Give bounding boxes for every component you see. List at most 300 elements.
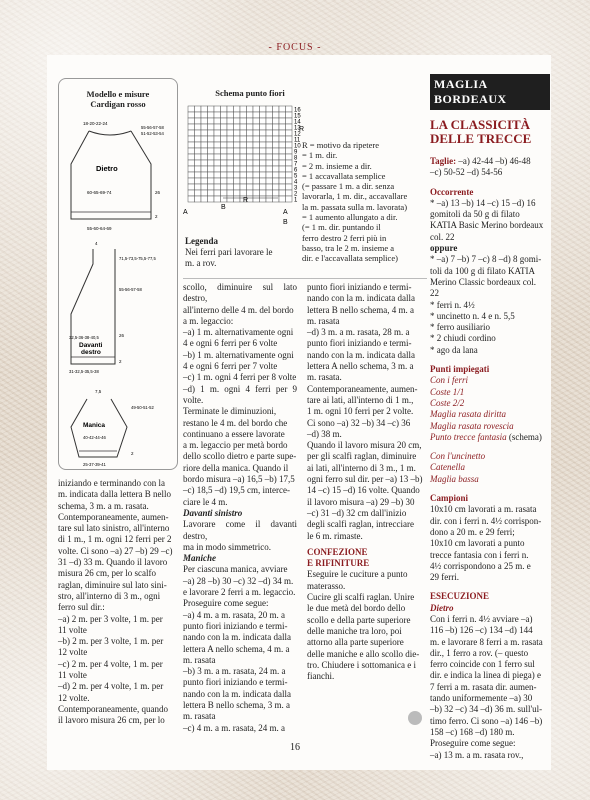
- text-line: col. 22: [430, 231, 455, 242]
- text-line: continuano a essere lavorate: [183, 428, 285, 439]
- chart-cell: [273, 136, 280, 142]
- chart-cell: [234, 106, 241, 112]
- heading-maniche: Maniche: [183, 553, 217, 564]
- chart-cell: [208, 148, 215, 154]
- chart-cell: [247, 106, 254, 112]
- chart-cell: [234, 124, 241, 130]
- front-label-2: destro: [81, 349, 101, 356]
- text-line: fianchi.: [307, 671, 335, 682]
- chart-cell: [273, 106, 280, 112]
- front-schematic: [69, 241, 156, 374]
- chart-cell: [273, 166, 280, 172]
- text-line: delle maniche e allo scollo die-: [307, 648, 420, 659]
- key-line: dir. e l'accavallata semplice): [302, 253, 398, 264]
- chart-cell: [247, 154, 254, 160]
- chart-cell: [234, 172, 241, 178]
- chart-cell: [208, 142, 215, 148]
- chart-row-number: 15: [294, 113, 301, 120]
- chart-cell: [266, 154, 273, 160]
- chart-cell: [214, 148, 221, 154]
- chart-cell: [266, 142, 273, 148]
- text-line: attorno alla parte superiore: [307, 637, 404, 648]
- chart-cell: [214, 136, 221, 142]
- text-line: –c) 18,5 –d) 19,5 cm, interce-: [183, 485, 290, 496]
- text-line: 12 volte.: [58, 692, 90, 703]
- chart-cell: [286, 196, 293, 202]
- text-line: m. e lavorare 8 ferri a m. rasata: [430, 636, 543, 647]
- chart-cell: [247, 172, 254, 178]
- chart-cell: [260, 184, 267, 190]
- chart-cell: [266, 178, 273, 184]
- chart-cell: [253, 166, 260, 172]
- chart-cell: [195, 178, 202, 184]
- sleeve-top: 7,5: [95, 389, 102, 394]
- text-line: Con i ferri n. 4½ avviare –a): [430, 613, 533, 624]
- chart-cell: [260, 112, 267, 118]
- legend-title: Legenda: [185, 236, 219, 246]
- chart-cell: [201, 118, 208, 124]
- chart-cell: [214, 118, 221, 124]
- chart-cell: [273, 124, 280, 130]
- chart-row-number: 4: [294, 179, 298, 186]
- text-line: a m. legaccio:: [183, 315, 234, 326]
- text-line: 4 e ogni 6 ferri per 7 volte: [183, 361, 278, 372]
- chart-cell: [214, 130, 221, 136]
- chart-cell: [221, 160, 228, 166]
- sleeve-mid: 40-42-44-46: [83, 435, 106, 440]
- chart-cell: [279, 166, 286, 172]
- chart-cell: [279, 148, 286, 154]
- chart-cell: [221, 118, 228, 124]
- chart-cell: [208, 106, 215, 112]
- text-line: –d) 1 m. ogni 4 ferri per 9 volte.: [183, 383, 297, 405]
- chart-cell: [201, 124, 208, 130]
- stitch-item: Maglia bassa: [430, 473, 479, 484]
- text-line: –a) 2 m. per 3 volte, 1 m. per: [58, 613, 163, 624]
- text-line: nando con la m. indicata dalla: [307, 293, 415, 304]
- chart-cell: [195, 154, 202, 160]
- chart-cell: [201, 148, 208, 154]
- chart-cell: [260, 178, 267, 184]
- text-line: 4½ corrispondono a 25 m. e: [430, 560, 531, 571]
- text-line: dir., 1 ferro a rov. (– questo: [430, 647, 529, 658]
- text-line: il lavoro misura –a) 29 –b) 30: [307, 496, 415, 507]
- con-uncinetto: Con l'uncinetto: [430, 451, 486, 462]
- chart-row-number: 1: [294, 197, 298, 204]
- chart-cell: [247, 148, 254, 154]
- chart-cell: [221, 166, 228, 172]
- text-line: m. rasata.: [307, 372, 342, 383]
- text-line: Eseguire le cuciture a punto: [307, 569, 408, 580]
- text-line: Contemporaneamente, aumen-: [58, 511, 169, 522]
- chart-cell: [253, 136, 260, 142]
- chart-cell: [286, 124, 293, 130]
- chart-cell: [279, 106, 286, 112]
- text-line: Proseguire come segue:: [183, 598, 269, 609]
- text-line: –a) 4 m. a m. rasata, 20 m. a: [183, 609, 285, 620]
- chart-cell: [279, 130, 286, 136]
- text-line: Quando il lavoro misura 20 cm,: [307, 440, 422, 451]
- chart-cell: [221, 148, 228, 154]
- chart-cell: [266, 172, 273, 178]
- chart-cell: [227, 130, 234, 136]
- text-line: –b) 3 m. a m. rasata, 24 m. a: [183, 666, 286, 677]
- text-line: Proseguire come segue:: [430, 738, 516, 749]
- chart-cell: [247, 112, 254, 118]
- symbol-keys: [302, 140, 427, 264]
- sidebar-subtitle-2: DELLE TRECCE: [430, 131, 532, 146]
- chart-cell: [273, 196, 280, 202]
- chart-cell: [221, 130, 228, 136]
- text-line: –c) 4 m. a m. rasata, 24 m. a: [183, 722, 285, 733]
- text-line: lettera B nello schema, 4 m. a: [307, 304, 414, 315]
- chart-cell: [201, 130, 208, 136]
- sleeve-right: 49-50-51-52: [131, 405, 154, 410]
- chart-cell: [208, 178, 215, 184]
- chart-row-number: 7: [294, 161, 298, 168]
- text-line: –b) 1 m. alternativamente ogni: [183, 349, 294, 360]
- sidebar-subtitle-1: LA CLASSICITÀ: [430, 117, 531, 132]
- text-line: ai lati, all'interno di 3 m., 1 m.: [307, 462, 416, 473]
- chart-cell: [260, 136, 267, 142]
- chart-cell: [286, 118, 293, 124]
- chart-cell: [214, 124, 221, 130]
- chart-cell: [279, 118, 286, 124]
- chart-cell: [240, 184, 247, 190]
- chart-cell: [221, 196, 228, 202]
- chart-cell: [240, 166, 247, 172]
- text-line: KATIA Basic Merino bordeaux: [430, 220, 544, 231]
- chart-cell: [240, 142, 247, 148]
- key-line: = 2 m. insieme a dir.: [302, 160, 372, 171]
- chart-row-number: 2: [294, 191, 298, 198]
- chart-cell: [273, 178, 280, 184]
- stitch-item: Maglia rasata diritta: [430, 409, 507, 420]
- chart-cell: [247, 130, 254, 136]
- chart-cell: [214, 154, 221, 160]
- sidebar: [430, 74, 550, 761]
- chart-cell: [286, 178, 293, 184]
- back-height-2: 2: [155, 214, 158, 219]
- chart-cell: [188, 184, 195, 190]
- chart-cell: [240, 190, 247, 196]
- chart-cell: [195, 142, 202, 148]
- text-line: degli scalfi raglan, intrecciare: [307, 519, 414, 530]
- text-line: m. rasata: [307, 315, 340, 326]
- text-line: punto fiori iniziando e termi-: [183, 620, 288, 631]
- chart-cell: [208, 160, 215, 166]
- text-line: –c) 31 –d) 32 cm dall'inizio: [307, 507, 407, 518]
- stitch-item: Catenella: [430, 462, 465, 473]
- text-line: tare sul lato sinistro, all'interno: [58, 523, 170, 534]
- chart-cell: [240, 154, 247, 160]
- chart-cell: [221, 106, 228, 112]
- chart-cell: [195, 118, 202, 124]
- text-line: punto fiori iniziando e termi-: [307, 282, 412, 292]
- chart-cell: [266, 196, 273, 202]
- key-line: la m. passata sulla m. lavorata): [302, 201, 408, 212]
- front-height-2: 2: [119, 359, 122, 364]
- taglie-2: –c) 50-52 –d) 54-56: [430, 167, 503, 178]
- chart-cell: [253, 178, 260, 184]
- heading-rifiniture: E RIFINITURE: [307, 558, 370, 569]
- chart-cell: [260, 154, 267, 160]
- key-line: basso, tra le 2 m. insieme a: [302, 242, 395, 253]
- back-mid-width: 60-65-69-74: [87, 190, 112, 195]
- chart-row-number: 5: [294, 173, 298, 180]
- sleeve-schematic: [71, 389, 154, 467]
- chart-cell: [195, 106, 202, 112]
- chart-cell: [201, 196, 208, 202]
- text-line: –c) 2 m. per 4 volte, 1 m. per: [58, 658, 163, 669]
- chart-cell: [266, 118, 273, 124]
- text-line: m. rasata: [183, 654, 216, 665]
- chart-cell: [195, 172, 202, 178]
- chart-cell: [266, 166, 273, 172]
- front-right-1: 71,5-73,5-75,5-77,5: [119, 256, 156, 261]
- text-line: * ferri n. 4½: [430, 299, 475, 310]
- text-line: le 6 m. rimaste.: [307, 530, 363, 541]
- chart-cell: [201, 172, 208, 178]
- text-line: ciare le 4 m.: [183, 496, 228, 507]
- chart-cell: [208, 190, 215, 196]
- legend-text-1: Nei ferri pari lavorare le: [185, 247, 273, 257]
- text-line: lettera B nello schema, 3 m. a: [183, 699, 290, 710]
- chart-cell: [227, 196, 234, 202]
- chart-cell: [188, 190, 195, 196]
- chart-cell: [221, 142, 228, 148]
- chart-cell: [253, 196, 260, 202]
- chart-cell: [234, 160, 241, 166]
- chart-row-number: 10: [294, 143, 301, 150]
- heading-davanti-sinistro: Davanti sinistro: [183, 507, 243, 518]
- chart-cell: [221, 124, 228, 130]
- key-line: = 1 accavallata semplice: [302, 170, 386, 181]
- chart-cell: [253, 184, 260, 190]
- text-line: scollo, diminuire sul lato destro,: [183, 282, 297, 304]
- chart-cell: [221, 172, 228, 178]
- chart-cell: [227, 154, 234, 160]
- chart-cell: [260, 142, 267, 148]
- text-line: tro. Chiudere i sottomanica e i: [307, 659, 416, 670]
- chart-cell: [227, 124, 234, 130]
- text-line: * ferro ausiliario: [430, 322, 490, 333]
- chart-label-A-left: A: [183, 209, 188, 216]
- front-height-1: 26: [119, 333, 125, 338]
- text-line: nando con la m. indicata dalla: [307, 349, 415, 360]
- text-line: 31 –d) 33 m. Quando il lavoro: [58, 557, 168, 568]
- chart-cell: [188, 124, 195, 130]
- text-line: m. indicata dalla lettera B nello: [58, 489, 171, 500]
- chart-cell: [260, 118, 267, 124]
- text-line: 10x10 cm lavorati a punto: [430, 538, 525, 549]
- chart-cell: [227, 160, 234, 166]
- chart-cell: [227, 136, 234, 142]
- chart-cell: [214, 160, 221, 166]
- chart-cell: [195, 130, 202, 136]
- chart-cell: [208, 184, 215, 190]
- back-shoulder-1: 55-56-57-58: [141, 125, 164, 130]
- instructions-column-2: [183, 282, 297, 734]
- text-line: tare ai lati, all'interno di 1 m.,: [307, 394, 414, 405]
- chart-cell: [247, 136, 254, 142]
- chart-cell: [279, 196, 286, 202]
- chart-cell: [195, 124, 202, 130]
- chart-label-B-right: B: [283, 219, 288, 226]
- text-line: 4 e ogni 6 ferri per 6 volte: [183, 338, 278, 349]
- chart-cell: [273, 172, 280, 178]
- text-line: trecce fantasia con i ferri n.: [430, 549, 529, 560]
- text-line: Lavorare come il davanti destro,: [183, 519, 297, 541]
- chart-cell: [279, 172, 286, 178]
- chart-cell: [201, 190, 208, 196]
- text-line: * ago da lana: [430, 344, 478, 355]
- sidebar-header: MAGLIA BORDEAUX: [430, 74, 550, 110]
- esecuzione-heading: ESECUZIONE: [430, 591, 490, 602]
- text-line: dello scollo dietro e parte supe-: [183, 451, 297, 462]
- chart-cell: [266, 124, 273, 130]
- sleeve-label: Manica: [83, 422, 106, 429]
- chart-cell: [279, 184, 286, 190]
- key-line: (= 1 m. dir. puntando il: [302, 222, 381, 233]
- chart-cell: [260, 166, 267, 172]
- chart-cell: [201, 166, 208, 172]
- text-line: toli da 100 g di filato KATIA: [430, 265, 535, 276]
- yarn-ball-icon: [408, 711, 422, 725]
- chart-cell: [208, 130, 215, 136]
- chart-cell: [221, 154, 228, 160]
- text-line: 11 volte: [58, 624, 87, 635]
- chart-cell: [273, 190, 280, 196]
- chart-cell: [273, 160, 280, 166]
- chart-cell: [253, 124, 260, 130]
- chart-cell: [201, 184, 208, 190]
- chart-cell: [240, 136, 247, 142]
- text-line: Contemporaneamente, aumen-: [307, 383, 418, 394]
- sleeve-bottom: 25-37-39-41: [83, 462, 106, 467]
- chart-cell: [227, 178, 234, 184]
- chart-cell: [273, 118, 280, 124]
- chart-cell: [247, 160, 254, 166]
- chart-cell: [227, 190, 234, 196]
- chart-cell: [266, 184, 273, 190]
- chart-cell: [286, 190, 293, 196]
- chart-cell: [286, 154, 293, 160]
- chart-cell: [234, 118, 241, 124]
- text-line: dir. e indica la linea di piega) e: [430, 670, 541, 681]
- chart-cell: [279, 160, 286, 166]
- text-line: punto fiori iniziando e termi-: [183, 677, 288, 688]
- key-line: ferro destro 2 ferri più in: [302, 232, 387, 243]
- chart-cell: [188, 196, 195, 202]
- chart-cell: [260, 124, 267, 130]
- chart-cell: [227, 166, 234, 172]
- chart-cell: [214, 142, 221, 148]
- text-line: –a) 13 m. a m. rasata rov.,: [430, 749, 524, 760]
- taglie-label: Taglie:: [430, 156, 457, 166]
- key-line: lavorarla, 1 m. dir., accavallare: [302, 191, 408, 202]
- sleeve-height-1: 2: [131, 451, 134, 456]
- text-line: Ci sono –a) 32 –b) 34 –c) 36: [307, 417, 411, 428]
- chart-cell: [195, 160, 202, 166]
- chart-cell: [286, 136, 293, 142]
- chart-cell: [214, 166, 221, 172]
- text-line: dono a 20 m. e 29 ferri;: [430, 526, 515, 537]
- diagram-title: Modello e misure: [86, 89, 150, 99]
- chart-cell: [253, 118, 260, 124]
- chart-cell: [188, 166, 195, 172]
- text-line: –d) 3 m. a m. rasata, 28 m. a: [307, 327, 410, 338]
- chart-cell: [201, 160, 208, 166]
- stitch-item: Coste 2/2: [430, 397, 465, 408]
- chart-cell: [234, 142, 241, 148]
- text-line: materasso.: [307, 580, 346, 591]
- text-line: m. rasata: [183, 711, 216, 722]
- page-number: 16: [290, 742, 300, 753]
- text-line: 158 –c) 168 –d) 180 m.: [430, 726, 515, 737]
- chart-cell: [227, 172, 234, 178]
- text-line: ferro coincide con 1 ferro sul: [430, 659, 535, 670]
- text-line: e lavorare 2 ferri a m. legaccio.: [183, 587, 296, 598]
- con-ferri: Con i ferri: [430, 375, 469, 386]
- chart-cell: [214, 106, 221, 112]
- text-line: delle maniche tra loro, poi: [307, 625, 402, 636]
- chart-cell: [214, 196, 221, 202]
- punto-trecce: Punto trecce fantasia: [430, 431, 507, 442]
- chart-cell: [188, 148, 195, 154]
- text-line: 14 –c) 15 –d) 16 volte. Quando: [307, 485, 420, 496]
- chart-cell: [227, 106, 234, 112]
- chart-cell: [279, 142, 286, 148]
- key-line: R = motivo da ripetere: [302, 140, 380, 150]
- front-mid: 32,5-36-38-40,5: [69, 335, 99, 340]
- chart-row-number: 12: [294, 131, 301, 138]
- chart-cell: [201, 112, 208, 118]
- text-line: gomitoli da 50 g di filato: [430, 209, 520, 220]
- text-line: per gli scalfi raglan, diminuire: [307, 451, 417, 462]
- chart-cell: [234, 196, 241, 202]
- chart-cell: [227, 148, 234, 154]
- chart-cell: [195, 148, 202, 154]
- chart-cell: [214, 112, 221, 118]
- text-line: nando con la m. indicata dalla: [183, 632, 291, 643]
- chart-row-number: 11: [294, 137, 301, 144]
- text-line: le due metà del bordo dello: [307, 603, 406, 614]
- chart-cell: [195, 184, 202, 190]
- chart-cell: [260, 148, 267, 154]
- text-line: Terminate le diminuzioni,: [183, 406, 277, 417]
- chart-cell: [208, 118, 215, 124]
- chart-cell: [266, 106, 273, 112]
- chart-cell: [221, 112, 228, 118]
- chart-cell: [195, 136, 202, 142]
- chart-cell: [188, 154, 195, 160]
- text-line: * 2 chiudi cordino: [430, 333, 496, 344]
- text-line: 7 ferri a m. rasata dir. aumen-: [430, 681, 537, 692]
- schema-ref: (schema): [506, 431, 542, 442]
- chart-cell: [260, 190, 267, 196]
- text-line: 10x10 cm lavorati a m. rasata: [430, 504, 537, 515]
- chart-cell: [266, 136, 273, 142]
- back-schematic: [71, 121, 164, 231]
- chart-cell: [234, 178, 241, 184]
- text-line: 1 m. ogni 10 ferri per 2 volte.: [307, 406, 414, 417]
- chart-cell: [253, 130, 260, 136]
- chart-cell: [208, 196, 215, 202]
- text-line: iniziando e terminando con la: [58, 478, 165, 488]
- measurements-diagram-box: [58, 78, 178, 470]
- chart-cell: [208, 172, 215, 178]
